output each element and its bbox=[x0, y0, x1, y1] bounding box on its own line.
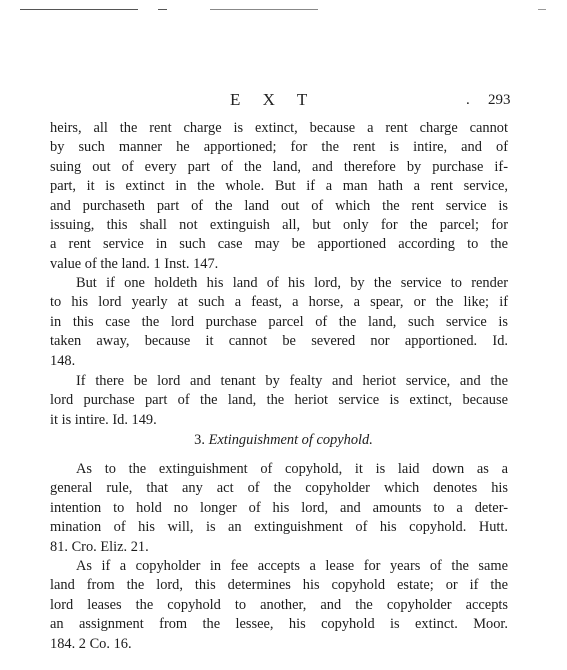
top-rule bbox=[210, 9, 318, 10]
text-line: issuing, this shall not extinguish all, but only for the parcel; for bbox=[50, 216, 508, 233]
text-line: heirs, all the rent charge is extinct, because a rent charge cannot bbox=[50, 120, 508, 136]
top-rule bbox=[20, 9, 138, 10]
text-line: taken away, because it cannot be severed nor apportioned. Id. bbox=[50, 333, 508, 350]
paragraph-service-render bbox=[50, 274, 508, 371]
section-heading-copyhold bbox=[0, 432, 567, 449]
top-rule-dash bbox=[538, 9, 546, 10]
running-title: E X T bbox=[230, 90, 317, 109]
header-dot: . bbox=[466, 92, 470, 108]
text-line: But if one holdeth his land of his lord, by the service to render bbox=[76, 275, 508, 291]
text-line: As to the extinguishment of copyhold, it is laid down as a bbox=[76, 461, 508, 477]
text-line: part, it is extinct in the whole. But if a man hath a rent service, bbox=[50, 178, 508, 195]
text-line: an assignment from the lessee, his copyhold is extinct. Moor. bbox=[50, 616, 508, 633]
text-line: If there be lord and tenant by fealty and heriot service, and the bbox=[76, 373, 508, 389]
paragraph-copyhold-lease bbox=[50, 557, 508, 654]
top-rule-dash bbox=[158, 9, 167, 10]
text-line: mination of his will, is an extinguishment of his copyhold. Hutt. bbox=[50, 519, 508, 536]
text-line: 184. 2 Co. 16. bbox=[50, 635, 132, 652]
page-number: 293 bbox=[488, 92, 511, 108]
text-line: land from the lord, this determines his copyhold estate; or if the bbox=[50, 577, 508, 594]
section-number: 3. bbox=[194, 432, 205, 448]
text-line: it is intire. Id. 149. bbox=[50, 411, 157, 428]
text-line: and purchaseth part of the land out of which the rent service is bbox=[50, 197, 508, 214]
text-line: a rent service in such case may be apportioned according to the bbox=[50, 236, 508, 253]
text-line: to his lord yearly at such a feast, a horse, a spear, or the like; if bbox=[50, 294, 508, 311]
text-line: value of the land. 1 Inst. 147. bbox=[50, 255, 219, 272]
text-line: by such manner he apportioned; for the rent is intire, and of bbox=[50, 139, 508, 156]
text-line: 148. bbox=[50, 352, 76, 369]
text-line: intention to hold no longer of his lord, and amounts to a deter- bbox=[50, 499, 508, 516]
text-line: general rule, that any act of the copyholder which denotes his bbox=[50, 480, 508, 497]
paragraph-copyhold-rule bbox=[50, 460, 508, 557]
text-line: lord purchase part of the land, the heriot service is extinct, because bbox=[50, 392, 508, 409]
text-line: lord leases the copyhold to another, and the copyholder accepts bbox=[50, 596, 508, 613]
text-line: 81. Cro. Eliz. 21. bbox=[50, 538, 149, 555]
paragraph-heriot-service bbox=[50, 372, 508, 430]
paragraph-rent-charge bbox=[50, 119, 508, 274]
text-line: suing out of every part of the land, and therefore by purchase if- bbox=[50, 158, 508, 175]
text-line: in this case the lord purchase parcel of the land, such service is bbox=[50, 313, 508, 330]
section-title: Extinguishment of copyhold. bbox=[208, 432, 373, 448]
running-header bbox=[0, 90, 567, 114]
text-line: As if a copyholder in fee accepts a lease for years of the same bbox=[76, 558, 508, 574]
